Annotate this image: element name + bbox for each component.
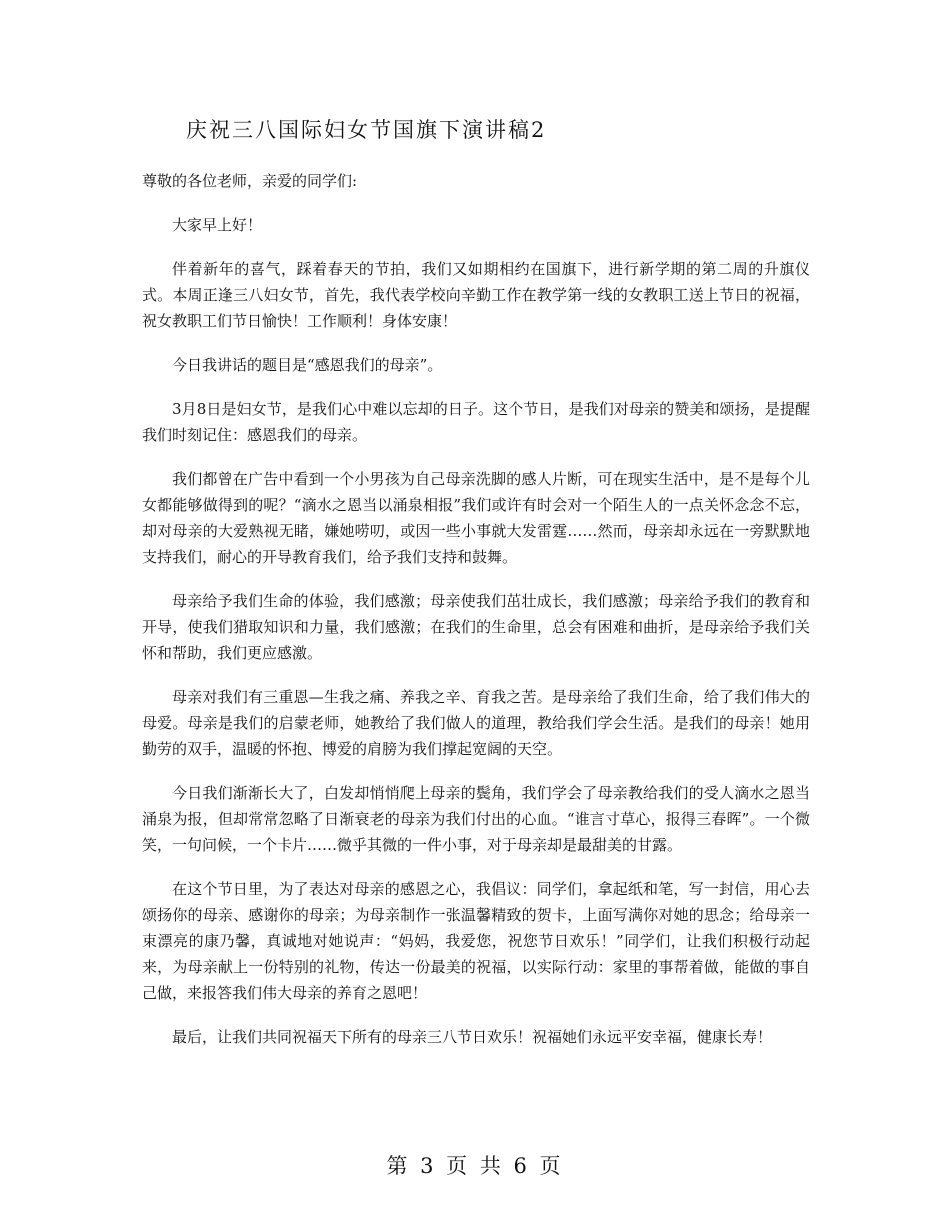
paragraph: 最后，让我们共同祝福天下所有的母亲三八节日欢乐！祝福她们永远平安幸福，健康长寿！: [172, 1028, 773, 1046]
paragraph: 伴着新年的喜气，踩着春天的节拍，我们又如期相约在国旗下，进行新学期的第二周的升旗仪式。本周正逢三八妇女节，首先，我代表学校向辛勤工作在教学第一线的女教职工送上节日的祝福，祝女教职工们节日愉快！工作顺利！身体安康！: [142, 260, 810, 330]
paragraph: 母亲给予我们生命的体验，我们感激；母亲使我们茁壮成长，我们感激；母亲给予我们的教育和开导，使我们猎取知识和力量，我们感激；在我们的生命里，总会有困难和曲折，是母亲给予我们关怀和帮助，我们更应感激。: [142, 592, 810, 662]
paragraph: 在这个节日里，为了表达对母亲的感恩之心，我倡议：同学们，拿起纸和笔，写一封信，用心去颂扬你的母亲、感谢你的母亲；为母亲制作一张温馨精致的贺卡，上面写满你对她的思念；给母亲一束漂亮的康乃馨，真诚地对她说声：“妈妈，我爱您，祝您节日欢乐！”同学们，让我们积极行动起来，为母亲献上一份特别的礼物，传达一份最美的祝福，以实际行动：家里的事帮着做，能做的事自己做，来报答我们伟大母亲的养育之恩吧！: [142, 880, 810, 1002]
paragraph: 母亲对我们有三重恩—生我之痛、养我之辛、育我之苦。是母亲给了我们生命，给了我们伟大的母爱。母亲是我们的启蒙老师，她教给了我们做人的道理，教给我们学会生活。是我们的母亲！她用勤劳的双手，温暖的怀抱、博爱的肩膀为我们撑起宽阔的天空。: [142, 688, 810, 758]
salutation: 尊敬的各位老师，亲爱的同学们:: [142, 172, 358, 190]
paragraph: 今日我讲话的题目是“感恩我们的母亲”。: [172, 356, 443, 374]
document-title: 庆祝三八国际妇女节国旗下演讲稿2: [186, 118, 547, 142]
document-body: [142, 168, 810, 1068]
paragraph: 大家早上好！: [172, 216, 263, 234]
page-number: 第 3 页 共 6 页: [386, 1154, 564, 1178]
paragraph: 今日我们渐渐长大了，白发却悄悄爬上母亲的鬓角，我们学会了母亲教给我们的受人滴水之恩当涌泉为报，但却常常忽略了日渐衰老的母亲为我们付出的心血。“谁言寸草心，报得三春晖”。一个微笑，一句问候，一个卡片……微乎其微的一件小事，对于母亲却是最甜美的甘露。: [142, 784, 810, 854]
paragraph: 3月8日是妇女节，是我们心中难以忘却的日子。这个节日，是我们对母亲的赞美和颂扬，是提醒我们时刻记住：感恩我们的母亲。: [142, 400, 810, 444]
paragraph: 我们都曾在广告中看到一个小男孩为自己母亲洗脚的感人片断，可在现实生活中，是不是每个儿女都能够做得到的呢？“滴水之恩当以涌泉相报”我们或许有时会对一个陌生人的一点关怀念念不忘，却对母亲的大爱熟视无睹，嫌她唠叨，或因一些小事就大发雷霆……然而，母亲却永远在一旁默默地支持我们，耐心的开导教育我们，给予我们支持和鼓舞。: [142, 470, 810, 566]
